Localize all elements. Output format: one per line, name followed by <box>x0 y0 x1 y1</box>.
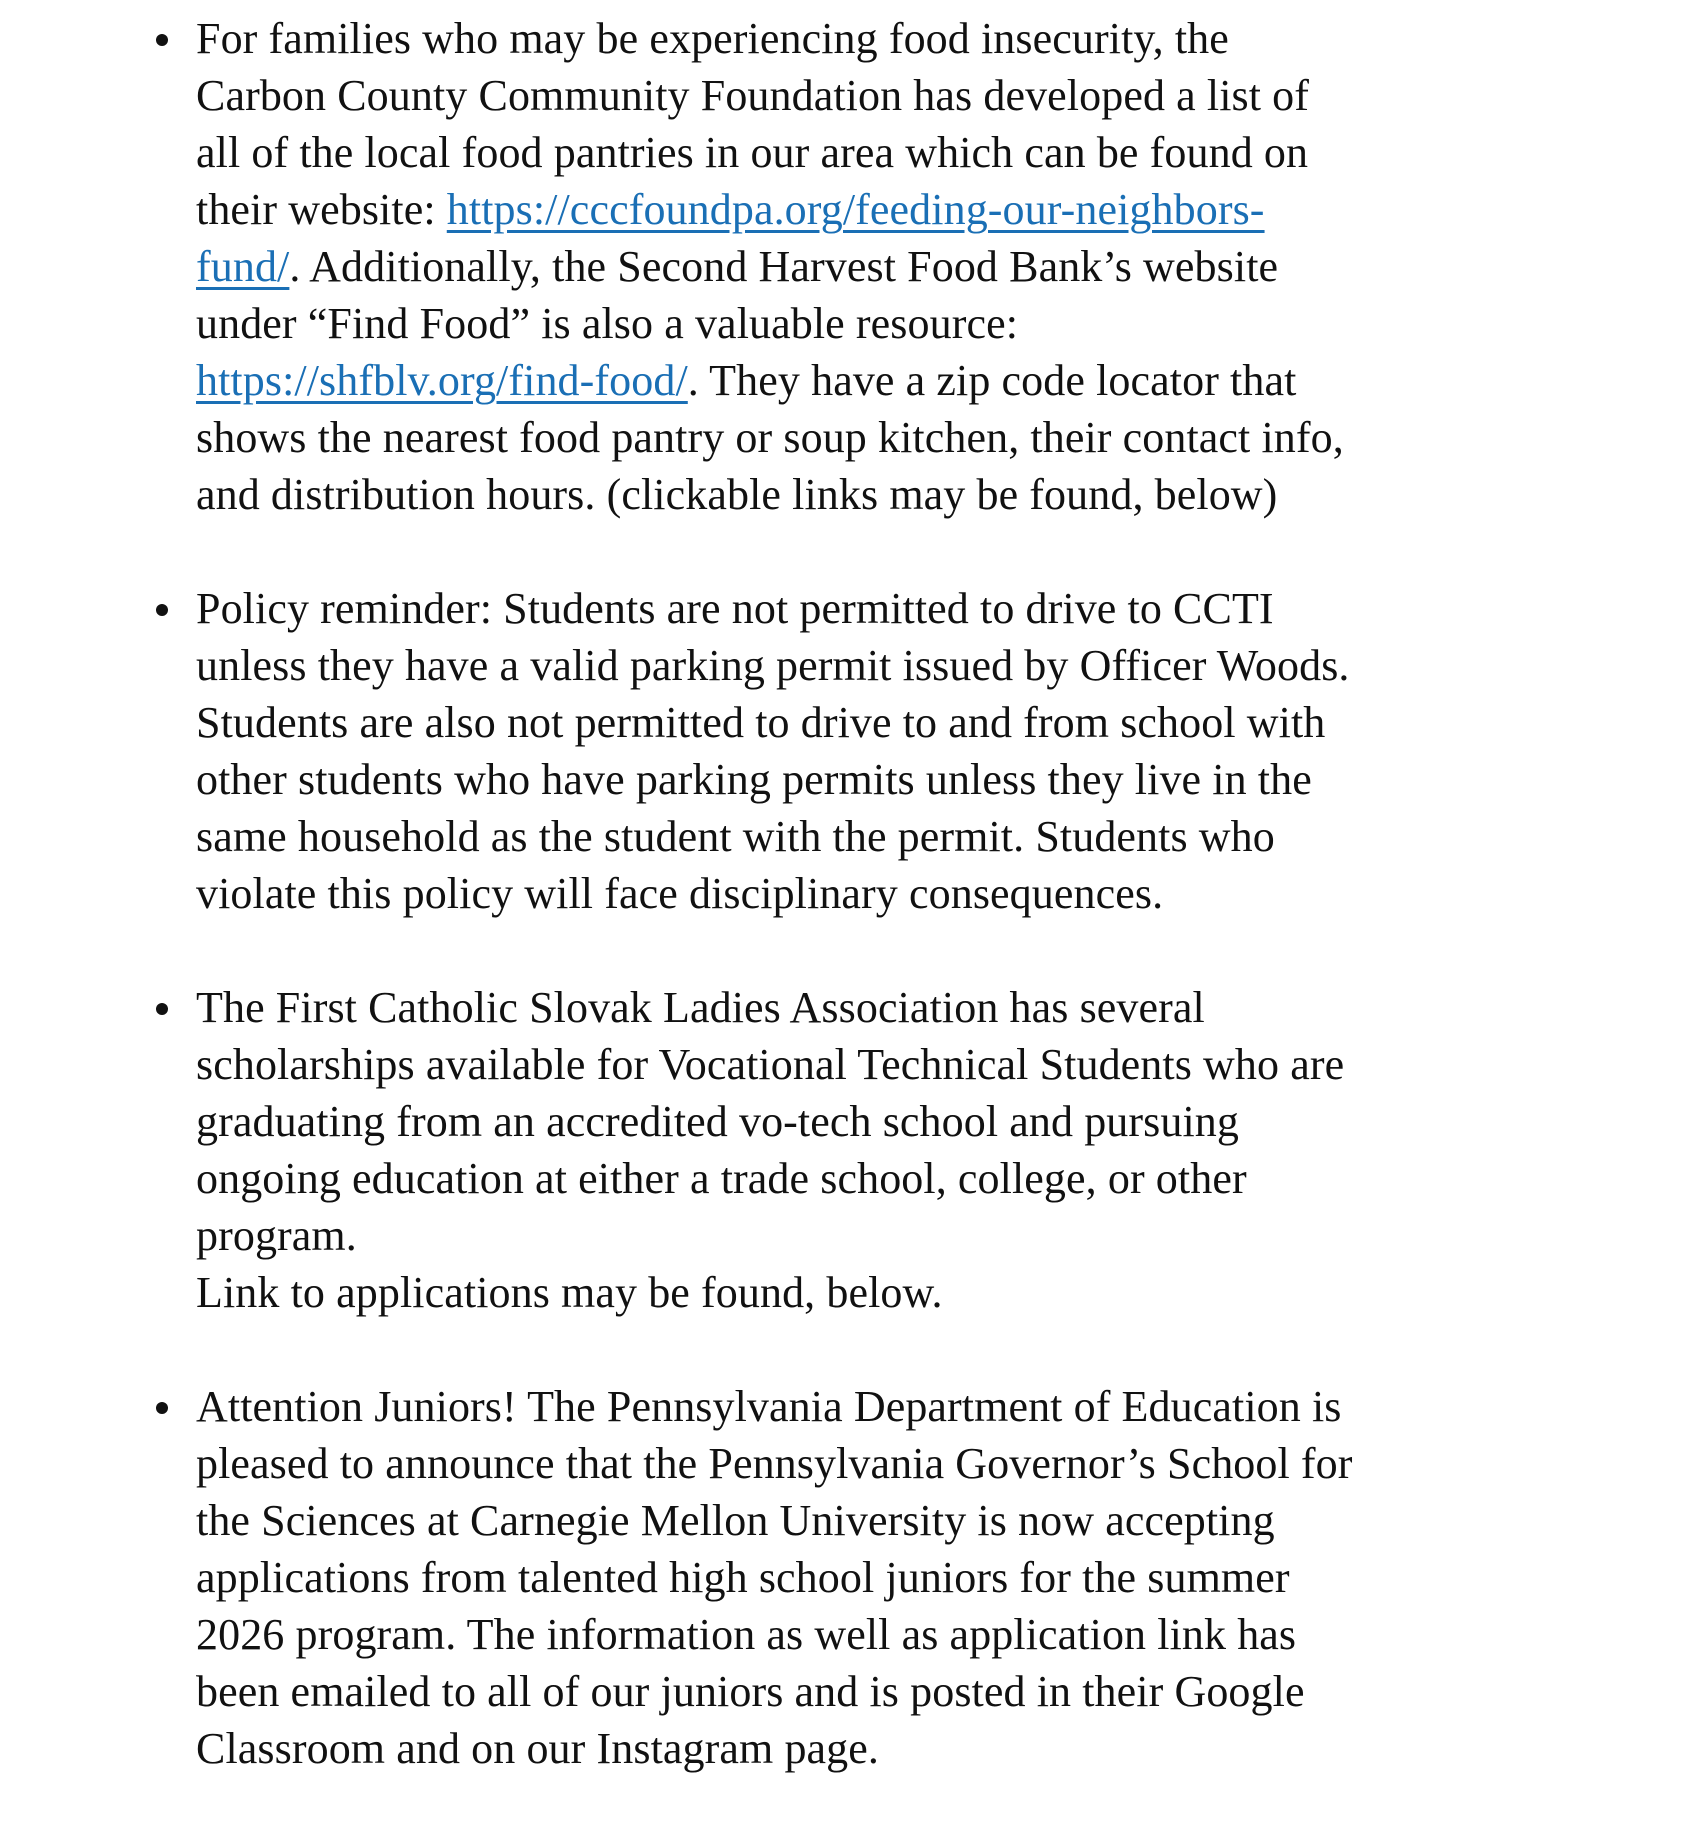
bullet-icon <box>156 604 168 616</box>
text-fragment: . Additionally, the Second Harvest Food Bank’s website <box>289 242 1279 291</box>
bullet-icon <box>156 1402 168 1414</box>
announcement-scholarships <box>150 979 1600 1321</box>
text-line: and distribution hours. (clickable links may be found, below) <box>196 470 1278 519</box>
announcement-governors-school <box>150 1378 1600 1777</box>
text-line: 2026 program. The information as well as application link has <box>196 1610 1297 1659</box>
text-line: The First Catholic Slovak Ladies Association has several <box>196 983 1205 1032</box>
text-line: Policy reminder: Students are not permitted to drive to CCTI <box>196 584 1274 633</box>
text-line: other students who have parking permits unless they live in the <box>196 755 1312 804</box>
text-line: program. <box>196 1211 357 1260</box>
text-line: same household as the student with the permit. Students who <box>196 812 1275 861</box>
shfblv-link[interactable]: https://shfblv.org/find-food/ <box>196 356 688 405</box>
text-line: graduating from an accredited vo-tech school and pursuing <box>196 1097 1240 1146</box>
text-line: under “Find Food” is also a valuable resource: <box>196 299 1019 348</box>
bullet-icon <box>156 34 168 46</box>
text-line: Carbon County Community Foundation has developed a list of <box>196 71 1310 120</box>
text-line: Link to applications may be found, below. <box>196 1268 943 1317</box>
text-fragment: their website: <box>196 185 447 234</box>
text-line: Students are also not permitted to drive to and from school with <box>196 698 1326 747</box>
text-line: violate this policy will face disciplinary consequences. <box>196 869 1164 918</box>
text-line: ongoing education at either a trade school, college, or other <box>196 1154 1247 1203</box>
announcement-food-insecurity <box>150 10 1600 523</box>
text-line: the Sciences at Carnegie Mellon University is now accepting <box>196 1496 1275 1545</box>
announcement-parking-policy <box>150 580 1600 922</box>
text-line: pleased to announce that the Pennsylvania Governor’s School for <box>196 1439 1353 1488</box>
text-line: all of the local food pantries in our area which can be found on <box>196 128 1309 177</box>
text-line: unless they have a valid parking permit issued by Officer Woods. <box>196 641 1350 690</box>
cccf-link[interactable]: https://cccfoundpa.org/feeding-our-neighbors- <box>446 185 1265 234</box>
text-line: Attention Juniors! The Pennsylvania Department of Education is <box>196 1382 1342 1431</box>
text-line <box>196 181 1600 238</box>
text-line: applications from talented high school juniors for the summer <box>196 1553 1290 1602</box>
text-line: shows the nearest food pantry or soup kitchen, their contact info, <box>196 413 1344 462</box>
text-fragment: . They have a zip code locator that <box>687 356 1297 405</box>
text-line: Classroom and on our Instagram page. <box>196 1724 880 1773</box>
text-line: scholarships available for Vocational Technical Students who are <box>196 1040 1345 1089</box>
text-line <box>196 352 1600 409</box>
text-line <box>196 238 1600 295</box>
cccf-link-continued[interactable]: fund/ <box>196 242 290 291</box>
text-line: been emailed to all of our juniors and is posted in their Google <box>196 1667 1305 1716</box>
announcement-list <box>150 10 1600 1777</box>
text-line: For families who may be experiencing food insecurity, the <box>196 14 1229 63</box>
bullet-icon <box>156 1003 168 1015</box>
